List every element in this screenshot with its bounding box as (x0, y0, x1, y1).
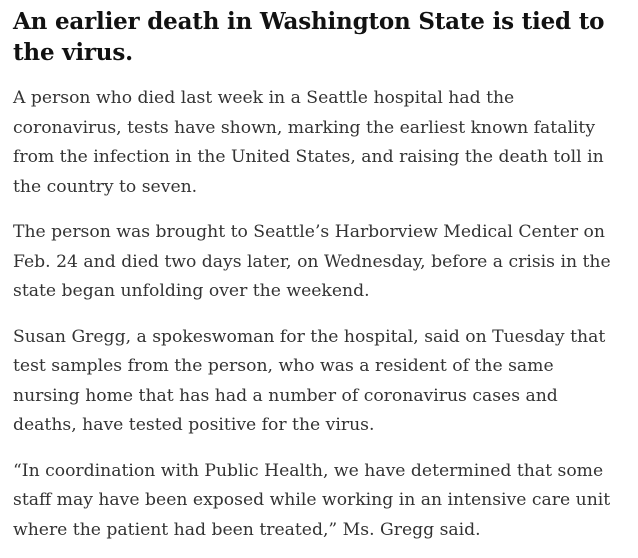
article-paragraph-3: Susan Gregg, a spokeswoman for the hospital, said on Tuesday that test samples from the person, who was a resident of the same nursing home that has had a number of coronavirus cases and deaths, have tested positive for the virus. (13, 326, 606, 435)
article-headline: An earlier death in Washington State is tied to the virus. (13, 8, 605, 66)
article-paragraph-1: A person who died last week in a Seattle hospital had the coronavirus, tests have shown, marking the earliest known fatality from the infection in the United States, and raising the death toll in the country to seven. (13, 88, 604, 197)
article-paragraph-2: The person was brought to Seattle’s Harborview Medical Center on Feb. 24 and died two days later, on Wednesday, before a crisis in the state began unfolding over the weekend. (13, 222, 611, 301)
article-paragraph-4: “In coordination with Public Health, we have determined that some staff may have been exposed while working in an intensive care unit where the patient had been treated,” Ms. Gregg said. (13, 460, 611, 540)
